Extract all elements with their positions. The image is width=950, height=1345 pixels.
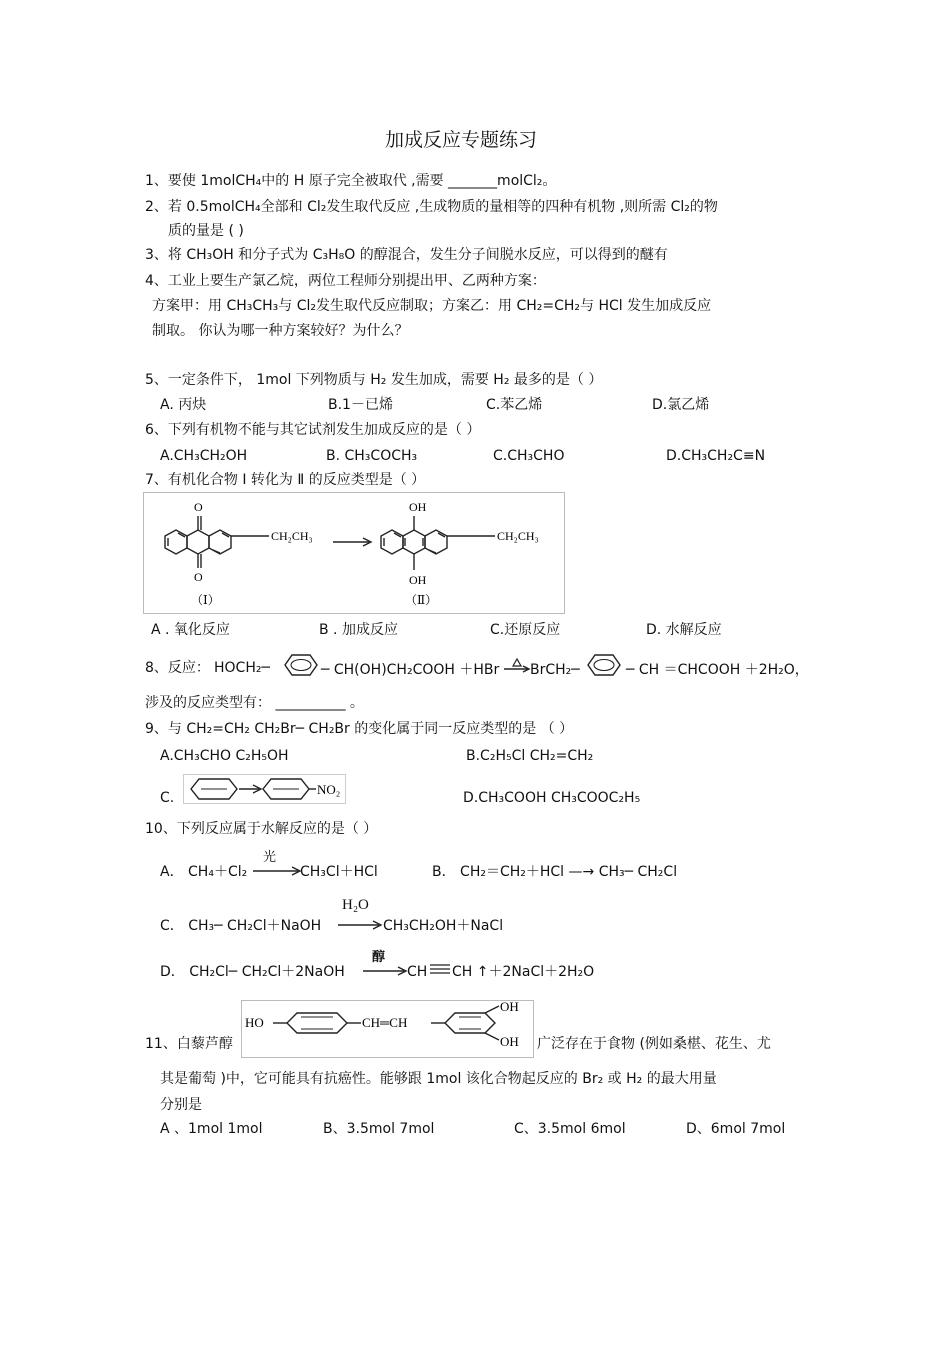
question-5-stem: 5、一定条件下， 1mol 下列物质与 H₂ 发生加成，需要 H₂ 最多的是（ ）: [145, 372, 603, 388]
question-1: 1、要使 1molCH₄中的 H 原子完全被取代 ,需要 _______molCl₂。: [145, 173, 557, 189]
reaction-arrow-icon: [337, 920, 383, 930]
question-8-line2: 涉及的反应类型有： __________ 。: [145, 695, 364, 711]
reaction-arrow-icon: [252, 866, 302, 876]
question-5-option-b: B.1－已烯: [328, 397, 393, 413]
question-10-option-a-right: CH₃Cl＋HCl: [300, 864, 378, 880]
fig-II-label: （Ⅱ）: [405, 593, 438, 607]
question-9-nitration-figure: [183, 774, 346, 804]
fig-I-ethyl: CH₂CH₃: [271, 529, 313, 543]
question-5-option-a: A. 丙炔: [160, 397, 207, 413]
question-9-option-b: B.C₂H₅Cl CH₂=CH₂: [466, 748, 594, 764]
heat-arrow-icon: [503, 657, 531, 673]
question-2-line2: 质的量是 ( ): [168, 223, 244, 239]
question-10-option-d-left: D． CH₂Cl─ CH₂Cl＋2NaOH: [160, 964, 345, 980]
question-10-option-d-right: CH ↑＋2NaCl＋2H₂O: [452, 964, 595, 980]
question-7-reaction-figure: [143, 492, 565, 614]
question-10-option-c-right: CH₃CH₂OH＋NaCl: [383, 918, 504, 934]
question-11-option-c: C、3.5mol 6mol: [514, 1121, 626, 1137]
question-8-product-b: ─ CH ＝CHCOOH ＋2H₂O，: [626, 662, 809, 678]
question-7-option-d: D. 水解反应: [646, 622, 722, 638]
reaction-arrow-icon: [362, 966, 408, 976]
question-5-option-c: C.苯乙烯: [486, 397, 543, 413]
fig-I-oxygen-top: O: [194, 500, 203, 514]
question-6-option-c: C.CH₃CHO: [493, 448, 565, 464]
question-3: 3、将 CH₃OH 和分子式为 C₃H₈O 的醇混合，发生分子间脱水反应，可以得到的醚有: [145, 247, 668, 263]
fig-I-oxygen-bottom: O: [194, 570, 203, 584]
question-10-option-d-mid: CH: [407, 964, 428, 980]
benzene-ring-icon: [584, 652, 624, 678]
resveratrol-structure-figure: [241, 1000, 534, 1058]
question-8-reactant-b: ─ CH(OH)CH₂COOH ＋HBr: [321, 662, 500, 678]
question-6-option-a: A.CH₃CH₂OH: [160, 448, 248, 464]
question-11-option-b: B、3.5mol 7mol: [323, 1121, 435, 1137]
fig-II-hydroxyl-top: OH: [409, 500, 427, 514]
question-4-line3: 制取。 你认为哪一种方案较好？为什么？: [152, 323, 409, 339]
question-10-option-a-left: A． CH₄＋Cl₂: [160, 864, 248, 880]
question-10-option-b: B． CH₂＝CH₂＋HCl —→ CH₃─ CH₂Cl: [432, 864, 678, 880]
question-11-line2: 其是葡萄 )中，它可能具有抗癌性。能够跟 1mol 该化合物起反应的 Br₂ 或 H₂ 的最大用量: [160, 1071, 717, 1087]
fig-I-label: （Ⅰ）: [191, 593, 220, 607]
page-title: 加成反应专题练习: [385, 129, 538, 151]
question-8-product-a: BrCH₂─: [530, 662, 580, 678]
question-7-option-c: C.还原反应: [490, 622, 561, 638]
light-condition-label: 光: [263, 850, 277, 865]
question-7-stem: 7、有机化合物 Ⅰ 转化为 Ⅱ 的反应类型是（ ）: [145, 472, 426, 488]
triple-bond-icon: [429, 962, 451, 976]
question-2-line1: 2、若 0.5molCH₄全部和 Cl₂发生取代反应 ,生成物质的量相等的四种有机物 ,则所需 Cl₂的物: [145, 199, 718, 215]
question-7-option-a: A . 氧化反应: [151, 622, 230, 638]
question-11-label: 11、白藜芦醇: [145, 1036, 233, 1052]
benzene-ring-icon: [281, 652, 321, 678]
fig-II-ethyl: CH₂CH₃: [497, 529, 539, 543]
question-8-reactant-a: HOCH₂─: [214, 660, 270, 676]
hydroxyl-top-label: OH: [500, 1000, 519, 1014]
water-condition-label: H₂O: [342, 897, 369, 913]
nitro-group-label: NO₂: [317, 782, 341, 797]
question-4-line2: 方案甲：用 CH₃CH₃与 Cl₂发生取代反应制取；方案乙：用 CH₂=CH₂与 HCl 发生加成反应: [152, 298, 712, 314]
question-4-line1: 4、工业上要生产氯乙烷，两位工程师分别提出甲、乙两种方案：: [145, 273, 546, 289]
question-7-option-b: B . 加成反应: [319, 622, 398, 638]
question-11-line3: 分别是: [160, 1097, 202, 1113]
question-8-label: 8、反应：: [145, 660, 210, 676]
question-9-option-c: C.: [160, 790, 175, 806]
question-10-stem: 10、下列反应属于水解反应的是（ ）: [145, 821, 378, 837]
alcohol-condition-label: 醇: [372, 950, 386, 965]
question-9-stem: 9、与 CH₂=CH₂ CH₂Br─ CH₂Br 的变化属于同一反应类型的是 （ ）: [145, 721, 574, 737]
question-9-option-d: D.CH₃COOH CH₃COOC₂H₅: [463, 790, 641, 806]
question-6-stem: 6、下列有机物不能与其它试剂发生加成反应的是（ ）: [145, 422, 481, 438]
question-9-option-a: A.CH₃CHO C₂H₅OH: [160, 748, 289, 764]
fig-II-hydroxyl-bottom: OH: [409, 573, 427, 587]
question-11-option-a: A 、1mol 1mol: [160, 1121, 263, 1137]
question-10-option-c-left: C． CH₃─ CH₂Cl＋NaOH: [160, 918, 322, 934]
question-6-option-d: D.CH₃CH₂C≡N: [666, 448, 766, 464]
question-6-option-b: B. CH₃COCH₃: [326, 448, 418, 464]
vinylene-label: CH═CH: [362, 1015, 408, 1030]
hydroxyl-left-label: HO: [245, 1015, 264, 1030]
question-11-option-d: D、6mol 7mol: [686, 1121, 786, 1137]
hydroxyl-bottom-label: OH: [500, 1034, 519, 1049]
question-5-option-d: D.氯乙烯: [652, 397, 710, 413]
question-11-text: 广泛存在于食物 (例如桑椹、花生、尤: [537, 1036, 771, 1052]
